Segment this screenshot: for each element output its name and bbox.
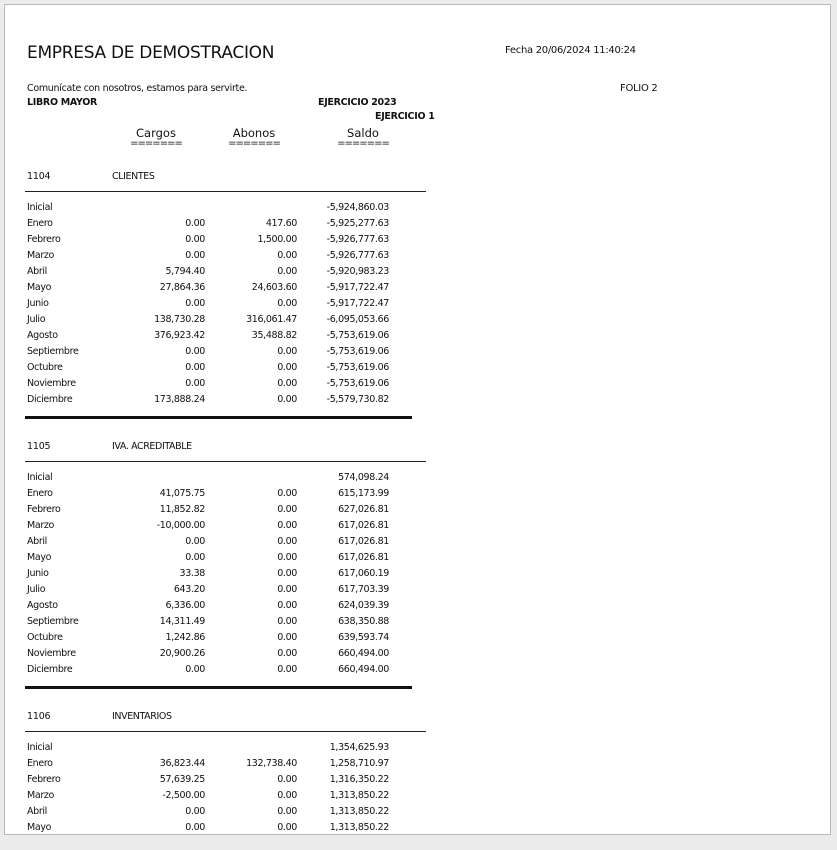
abonos-value: 0.00 — [277, 552, 297, 563]
account-name: IVA. ACREDITABLE — [112, 441, 192, 452]
ledger-row — [27, 282, 427, 298]
saldo-value: 1,316,350.22 — [329, 774, 389, 785]
cargos-value: 138,730.28 — [154, 314, 205, 325]
cargos-value: 14,311.49 — [159, 616, 205, 627]
saldo-value: 639,593.74 — [338, 632, 389, 643]
abonos-value: 0.00 — [277, 774, 297, 785]
month-label: Diciembre — [27, 394, 73, 405]
month-label: Junio — [27, 298, 49, 309]
saldo-value: 617,060.19 — [338, 568, 389, 579]
report-page — [4, 4, 831, 835]
ledger-row — [27, 504, 427, 520]
ledger-row — [27, 298, 427, 314]
month-label: Febrero — [27, 504, 61, 515]
abonos-value: 0.00 — [277, 616, 297, 627]
column-underline-cargos: ======= — [130, 138, 182, 149]
saldo-value: -5,924,860.03 — [326, 202, 389, 213]
abonos-value: 0.00 — [277, 536, 297, 547]
ledger-row — [27, 806, 427, 822]
abonos-value: 417.60 — [265, 218, 297, 229]
ledger-row — [27, 774, 427, 790]
cargos-value: 36,823.44 — [159, 758, 205, 769]
abonos-value: 0.00 — [277, 790, 297, 801]
cargos-value: 0.00 — [185, 298, 205, 309]
cargos-value: 0.00 — [185, 806, 205, 817]
account-code: 1106 — [27, 711, 51, 722]
abonos-value: 0.00 — [277, 250, 297, 261]
folio-number: FOLIO 2 — [620, 83, 658, 94]
cargos-value: 0.00 — [185, 378, 205, 389]
report-type: LIBRO MAYOR — [27, 97, 98, 108]
account-header-rule — [25, 191, 426, 192]
abonos-value: 0.00 — [277, 298, 297, 309]
month-label: Junio — [27, 568, 49, 579]
account-name: CLIENTES — [112, 171, 155, 182]
abonos-value: 0.00 — [277, 664, 297, 675]
abonos-value: 0.00 — [277, 568, 297, 579]
ledger-row — [27, 488, 427, 504]
cargos-value: 643.20 — [173, 584, 205, 595]
saldo-value: 1,354,625.93 — [329, 742, 389, 753]
cargos-value: 1,242.86 — [165, 632, 205, 643]
saldo-value: -5,926,777.63 — [326, 234, 389, 245]
saldo-value: -5,753,619.06 — [326, 362, 389, 373]
abonos-value: 24,603.60 — [251, 282, 297, 293]
abonos-value: 132,738.40 — [246, 758, 297, 769]
abonos-value: 0.00 — [277, 504, 297, 515]
month-label: Marzo — [27, 790, 54, 801]
saldo-value: 574,098.24 — [338, 472, 389, 483]
saldo-value: 627,026.81 — [338, 504, 389, 515]
saldo-value: -5,753,619.06 — [326, 378, 389, 389]
cargos-value: 0.00 — [185, 536, 205, 547]
fiscal-period: EJERCICIO 1 — [375, 111, 435, 122]
column-header-saldo: Saldo — [347, 126, 379, 140]
abonos-value: 35,488.82 — [251, 330, 297, 341]
month-label: Enero — [27, 758, 53, 769]
ledger-row — [27, 378, 427, 394]
account-code: 1104 — [27, 171, 51, 182]
abonos-value: 0.00 — [277, 362, 297, 373]
saldo-value: 660,494.00 — [338, 648, 389, 659]
ledger-row — [27, 790, 427, 806]
saldo-value: 617,026.81 — [338, 536, 389, 547]
ledger-row — [27, 648, 427, 664]
ledger-row — [27, 346, 427, 362]
cargos-value: 0.00 — [185, 250, 205, 261]
month-label: Inicial — [27, 472, 53, 483]
ledger-row — [27, 202, 427, 218]
saldo-value: 1,258,710.97 — [329, 758, 389, 769]
ledger-row — [27, 758, 427, 774]
abonos-value: 1,500.00 — [257, 234, 297, 245]
month-label: Octubre — [27, 362, 63, 373]
saldo-value: 638,350.88 — [338, 616, 389, 627]
month-label: Agosto — [27, 330, 58, 341]
contact-text: Comunícate con nosotros, estamos para servirte. — [27, 83, 248, 94]
month-label: Inicial — [27, 202, 53, 213]
ledger-row — [27, 568, 427, 584]
account-total-rule — [25, 686, 412, 689]
saldo-value: -5,753,619.06 — [326, 330, 389, 341]
ledger-row — [27, 250, 427, 266]
account-name: INVENTARIOS — [112, 711, 172, 722]
abonos-value: 0.00 — [277, 648, 297, 659]
column-underline-abonos: ======= — [228, 138, 280, 149]
month-label: Mayo — [27, 822, 52, 833]
month-label: Mayo — [27, 552, 52, 563]
month-label: Julio — [27, 584, 46, 595]
ledger-row — [27, 330, 427, 346]
month-label: Septiembre — [27, 346, 79, 357]
cargos-value: 0.00 — [185, 346, 205, 357]
abonos-value: 0.00 — [277, 520, 297, 531]
cargos-value: 376,923.42 — [154, 330, 205, 341]
saldo-value: 1,313,850.22 — [329, 790, 389, 801]
saldo-value: 624,039.39 — [338, 600, 389, 611]
ledger-row — [27, 536, 427, 552]
account-total-rule — [25, 416, 412, 419]
ledger-row — [27, 600, 427, 616]
saldo-value: -5,926,777.63 — [326, 250, 389, 261]
saldo-value: -5,920,983.23 — [326, 266, 389, 277]
cargos-value: 33.38 — [179, 568, 205, 579]
abonos-value: 316,061.47 — [246, 314, 297, 325]
month-label: Abril — [27, 806, 47, 817]
month-label: Enero — [27, 488, 53, 499]
month-label: Febrero — [27, 774, 61, 785]
account-code: 1105 — [27, 441, 51, 452]
account-header-rule — [25, 461, 426, 462]
saldo-value: -6,095,053.66 — [326, 314, 389, 325]
cargos-value: -10,000.00 — [156, 520, 205, 531]
ledger-row — [27, 632, 427, 648]
ledger-row — [27, 584, 427, 600]
month-label: Noviembre — [27, 378, 76, 389]
cargos-value: 0.00 — [185, 218, 205, 229]
saldo-value: 615,173.99 — [338, 488, 389, 499]
saldo-value: -5,925,277.63 — [326, 218, 389, 229]
report-date: Fecha 20/06/2024 11:40:24 — [505, 45, 636, 56]
ledger-row — [27, 616, 427, 632]
cargos-value: 41,075.75 — [159, 488, 205, 499]
fiscal-year: EJERCICIO 2023 — [318, 97, 397, 108]
month-label: Febrero — [27, 234, 61, 245]
cargos-value: 5,794.40 — [165, 266, 205, 277]
cargos-value: 0.00 — [185, 234, 205, 245]
saldo-value: 1,313,850.22 — [329, 806, 389, 817]
saldo-value: -5,579,730.82 — [326, 394, 389, 405]
month-label: Julio — [27, 314, 46, 325]
abonos-value: 0.00 — [277, 600, 297, 611]
saldo-value: 660,494.00 — [338, 664, 389, 675]
month-label: Enero — [27, 218, 53, 229]
abonos-value: 0.00 — [277, 584, 297, 595]
cargos-value: 57,639.25 — [159, 774, 205, 785]
month-label: Abril — [27, 266, 47, 277]
month-label: Agosto — [27, 600, 58, 611]
cargos-value: 20,900.26 — [159, 648, 205, 659]
cargos-value: 0.00 — [185, 362, 205, 373]
cargos-value: 0.00 — [185, 822, 205, 833]
abonos-value: 0.00 — [277, 394, 297, 405]
company-title: EMPRESA DE DEMOSTRACION — [27, 43, 275, 63]
abonos-value: 0.00 — [277, 806, 297, 817]
cargos-value: 6,336.00 — [165, 600, 205, 611]
ledger-row — [27, 314, 427, 330]
saldo-value: 617,703.39 — [338, 584, 389, 595]
column-underline-saldo: ======= — [337, 138, 389, 149]
ledger-row — [27, 520, 427, 536]
abonos-value: 0.00 — [277, 266, 297, 277]
ledger-row — [27, 664, 427, 680]
month-label: Abril — [27, 536, 47, 547]
month-label: Mayo — [27, 282, 52, 293]
abonos-value: 0.00 — [277, 822, 297, 833]
cargos-value: 27,864.36 — [159, 282, 205, 293]
month-label: Octubre — [27, 632, 63, 643]
month-label: Septiembre — [27, 616, 79, 627]
ledger-row — [27, 394, 427, 410]
abonos-value: 0.00 — [277, 378, 297, 389]
saldo-value: 1,313,850.22 — [329, 822, 389, 833]
cargos-value: -2,500.00 — [162, 790, 205, 801]
column-header-cargos: Cargos — [136, 126, 176, 140]
abonos-value: 0.00 — [277, 346, 297, 357]
saldo-value: 617,026.81 — [338, 552, 389, 563]
ledger-row — [27, 822, 427, 835]
month-label: Inicial — [27, 742, 53, 753]
saldo-value: 617,026.81 — [338, 520, 389, 531]
ledger-row — [27, 362, 427, 378]
ledger-row — [27, 472, 427, 488]
cargos-value: 0.00 — [185, 664, 205, 675]
saldo-value: -5,917,722.47 — [326, 298, 389, 309]
ledger-row — [27, 234, 427, 250]
cargos-value: 0.00 — [185, 552, 205, 563]
ledger-row — [27, 218, 427, 234]
cargos-value: 11,852.82 — [159, 504, 205, 515]
month-label: Noviembre — [27, 648, 76, 659]
cargos-value: 173,888.24 — [154, 394, 205, 405]
month-label: Marzo — [27, 520, 54, 531]
account-header-rule — [25, 731, 426, 732]
saldo-value: -5,753,619.06 — [326, 346, 389, 357]
saldo-value: -5,917,722.47 — [326, 282, 389, 293]
ledger-row — [27, 742, 427, 758]
month-label: Diciembre — [27, 664, 73, 675]
ledger-row — [27, 552, 427, 568]
column-header-abonos: Abonos — [232, 126, 276, 140]
month-label: Marzo — [27, 250, 54, 261]
ledger-row — [27, 266, 427, 282]
abonos-value: 0.00 — [277, 632, 297, 643]
viewer-bottom-bar — [0, 835, 837, 850]
abonos-value: 0.00 — [277, 488, 297, 499]
